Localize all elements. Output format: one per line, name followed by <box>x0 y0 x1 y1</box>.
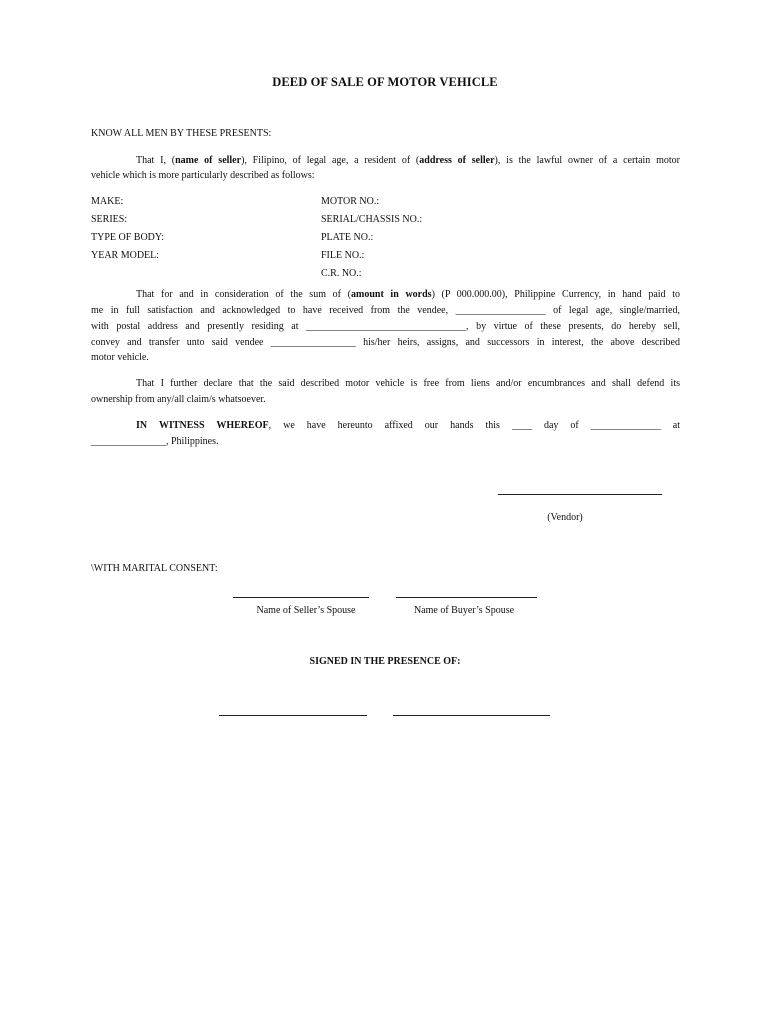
para4-line2: _______________, Philippines. <box>91 436 219 447</box>
para4-text-rest: , we have hereunto affixed our hands this ____ day of ______________ at <box>268 420 680 431</box>
field-year-model: YEAR MODEL: <box>91 250 160 261</box>
seller-spouse-signature-line <box>233 597 369 598</box>
para4-line1 <box>136 420 680 432</box>
field-plate-no: PLATE NO.: <box>321 232 374 243</box>
para2-text-a: That for and in consideration of the sum of ( <box>136 289 351 300</box>
witness-2-signature-line <box>393 715 550 716</box>
para1-text-c: ), is the lawful owner of a certain motor <box>494 155 680 166</box>
para3-line1: That I further declare that the said described motor vehicle is free from liens and/or encumbrances and shall defend its <box>136 378 680 389</box>
intro-text: KNOW ALL MEN BY THESE PRESENTS: <box>91 128 272 139</box>
amount-placeholder: amount in words <box>350 289 432 300</box>
para2-text-b: ) (P 000.000.00), Philippine Currency, in hand paid to <box>431 289 680 300</box>
marital-consent-label: \WITH MARITAL CONSENT: <box>91 563 218 574</box>
para1-line2: vehicle which is more particularly described as follows: <box>91 170 315 181</box>
field-file-no: FILE NO.: <box>321 250 365 261</box>
vendor-label: (Vendor) <box>547 512 583 523</box>
field-motor-no: MOTOR NO.: <box>321 196 380 207</box>
field-series: SERIES: <box>91 214 128 225</box>
field-make: MAKE: <box>91 196 124 207</box>
buyer-spouse-label: Name of Buyer’s Spouse <box>413 605 515 616</box>
para1-text-b: ), Filipino, of legal age, a resident of ( <box>241 155 420 166</box>
witness-heading: SIGNED IN THE PRESENCE OF: <box>309 656 461 667</box>
field-type-of-body: TYPE OF BODY: <box>91 232 164 243</box>
para2-line2: me in full satisfaction and acknowledged to have received from the vendee, __________________ of legal age, single/married, <box>91 305 680 316</box>
seller-name-placeholder: name of seller <box>175 155 242 166</box>
para2-line4: convey and transfer unto said vendee _________________ his/her heirs, assigns, and successors in interest, the above described <box>91 337 680 348</box>
witness-whereof: IN WITNESS WHEREOF <box>136 420 269 431</box>
para2-line5: motor vehicle. <box>91 352 149 363</box>
para2-line3: with postal address and presently residing at ________________________________, by virtue of these presents, do hereby sell, <box>91 321 680 332</box>
field-serial-chassis-no: SERIAL/CHASSIS NO.: <box>321 214 423 225</box>
field-cr-no: C.R. NO.: <box>321 268 362 279</box>
buyer-spouse-signature-line <box>396 597 537 598</box>
para1-line1 <box>136 155 680 167</box>
witness-1-signature-line <box>219 715 367 716</box>
seller-address-placeholder: address of seller <box>419 155 495 166</box>
para1-text-a: That I, ( <box>136 155 176 166</box>
para3-line2: ownership from any/all claim/s whatsoever. <box>91 394 266 405</box>
vendor-signature-line <box>498 494 662 495</box>
seller-spouse-label: Name of Seller’s Spouse <box>256 605 356 616</box>
document-title: DEED OF SALE OF MOTOR VEHICLE <box>272 75 498 89</box>
para2-line1 <box>136 289 680 301</box>
